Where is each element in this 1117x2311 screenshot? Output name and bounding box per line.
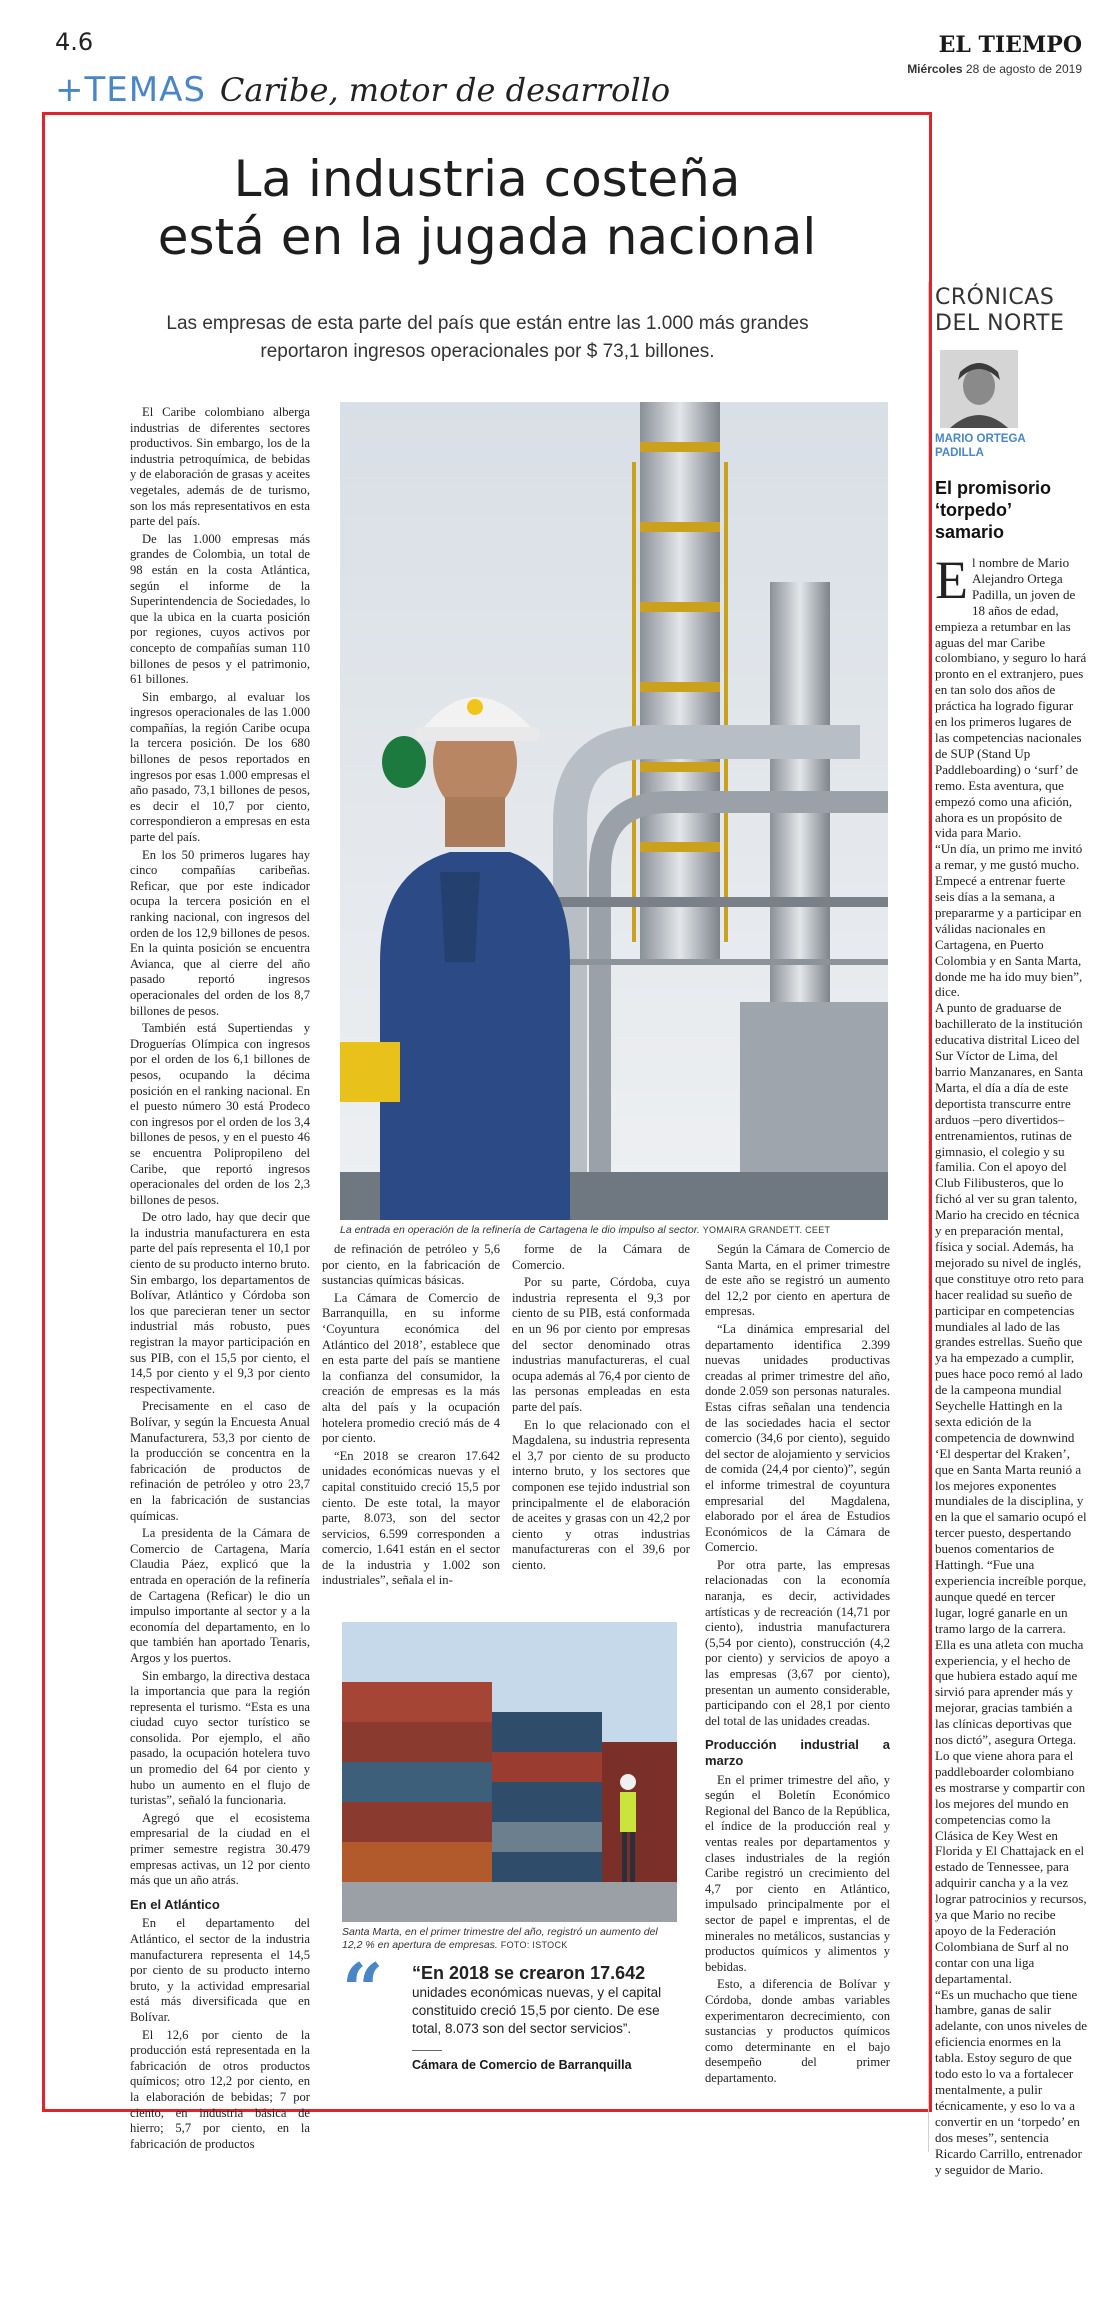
paragraph: Esto, a diferencia de Bolívar y Córdoba, donde ambas variables experimentaron decrecimiento, con sustancias y productos químicos como determinante en el bajo desempeño del primer departamento. <box>705 1977 890 2085</box>
pull-quote <box>342 1947 687 2082</box>
paragraph: La Cámara de Comercio de Barranquilla, en su informe ‘Coyuntura económica del Atlántico del 2018’, establece que en esta parte del país se mantiene la confianza del consumidor, la creación de empresas es la más alta del país y la ocupación hotelera promedio creció más de 4 por ciento. <box>322 1290 500 1446</box>
refinery-illustration <box>340 402 888 1220</box>
refinery-photo <box>340 402 888 1220</box>
photo1-caption <box>340 1224 888 1236</box>
paragraph: Precisamente en el caso de Bolívar, y según la Encuesta Anual Manufacturera, 53,3 por ciento de la producción se concentra en la fabricación de productos de refinación de petróleo y otro 23,7 en la fabricación de sustancias químicas. <box>130 1399 310 1523</box>
paragraph: Agregó que el ecosistema empresarial de la ciudad en el primer semestre registra 30.479 empresas activas, un 12 por ciento más que un año atrás. <box>130 1810 310 1888</box>
author-name <box>935 432 1026 460</box>
article-headline: La industria costeña está en la jugada nacional <box>157 150 817 266</box>
paragraph: “La dinámica empresarial del departamento identifica 2.399 nuevas unidades productivas creadas al primer trimestre del año, donde 2.059 son personas naturales. Estas cifras señalan una tendencia de las sociedades hacia el sector comercio (34,6 por ciento), seguido del sector de alojamiento y servicios de comida (24,4 por ciento)”, según el informe trimestral de coyuntura empresarial del Magdalena, elaborado por el área de Estudios Económicos de la Cámara de Comercio. <box>705 1321 890 1555</box>
sidebar-paragraph: “Es un muchacho que tiene hambre, ganas de salir adelante, con unos niveles de eficiencia enormes en la tabla. Estoy seguro de que todo esto lo va a fortalecer mentalmente, a pulir técnicamente, y eso lo va a convertir en un ‘torpedo’ en dos meses”, sentencia Ricardo Carrillo, entrenador y seguidor de Mario. <box>935 1986 1087 2177</box>
paragraph: de refinación de petróleo y 5,6 por ciento, en la fabricación de sustancias químicas básicas. <box>322 1242 500 1288</box>
article-lead: Las empresas de esta parte del país que están entre las 1.000 más grandes reportaron ingresos operacionales por $ 73,1 billones. <box>166 313 809 362</box>
sidebar-paragraph: A punto de graduarse de bachillerato de la institución educativa distrital Liceo del Sur Víctor de Lima, del barrio Manzanares, en Santa Marta, el día a día de este deportista transcurre entre arduos –pero divertidos– entrenamientos, rutinas de gimnasio, el colegio y su familia. Con el apoyo del Club Filibusteros, que lo fichó al ver su gran talento, Mario ha crecido en técnica y en preparación mental, física y social. Además, ha mejorado su nivel de inglés, que constituye otro reto para hacer realidad su sueño de participar en competencias mundiales al lado de las grandes estrellas. Sueño que ya ha empezado a cumplir, pues hace poco remó al lado de la campeona mundial Seychelle Hattingh en la sexta edición de la competencia de downwind ‘El despertar del Kraken’, que en Santa Marta reunió a los mejores exponentes mundiales de la disciplina, y en la que el samario ocupó el tercer puesto, despertando buenos comentarios de Hattingh. “Fue una experiencia increíble porque, aunque quedé en tercer lugar, logré ganarle en un tramo largo de la carrera. Ella es una atleta con mucha experiencia, y el hecho de que hubiera estado aquí me sirvió para aprender más y mejorar, gracias también a las clínicas deportivas que nos dictó”, asegura Ortega. Lo que viene ahora para el paddleboarder colombiano es mostrarse y compartir con los mejores del mundo en competencias como la Clásica de Key West en Florida y El Chattajack en el estado de Tennessee, para adquirir cancha y a la vez lograr patrocinios y recursos, ya que Mario no recibe apoyo de la Federación Colombiana de Surf al no contar con una liga departamental. <box>935 1000 1087 1986</box>
paragraph: “En 2018 se crearon 17.642 unidades económicas nuevas y el capital constituido creció 15,5 por ciento. De este total, la mayor parte, 8.073, son del sector servicios, 6.599 corresponden a comercio, 1.641 están en el sector de la industria y 1.002 son industriales”, señala el in- <box>322 1448 500 1588</box>
quote-divider <box>412 2050 442 2051</box>
photo1-caption-text: La entrada en operación de la refinería de Cartagena le dio impulso al sector. <box>340 1224 700 1236</box>
section-tag: +TEMAS <box>55 70 206 110</box>
photo2-credit: FOTO: ISTOCK <box>500 1940 568 1950</box>
sidebar-body <box>935 550 1087 2177</box>
paragraph: forme de la Cámara de Comercio. <box>512 1242 690 1272</box>
author-first: MARIO ORTEGA <box>935 433 1026 445</box>
sidebar-paragraph: “Un día, un primo me invitó a remar, y me gustó mucho. Empecé a entrenar fuerte seis días a la semana, a prepararme y a participar en válidas nacionales en Cartagena, en Puerto Colombia y en Santa Marta, donde me ha ido muy bien”, dice. <box>935 841 1083 1000</box>
page-number: 4.6 <box>55 28 94 56</box>
paragraph: También está Supertiendas y Droguerías Olímpica con ingresos por el orden de los 6,1 billones de pesos, ocupando la décima posición en el ranking nacional. En el puesto número 30 está Prodeco con ingresos por el orden de los 3,4 billones de pesos, y en el puesto 46 se encuentra Polipropileno del Caribe, que reportó ingresos operacionales del orden de los 2,3 billones de pesos. <box>130 1021 310 1207</box>
photo2-caption <box>342 1926 677 1952</box>
paragraph: Por su parte, Córdoba, cuya industria representa el 9,3 por ciento de su PIB, está conformada en un 96 por ciento por empresas del sector denominado otras industrias manufactureras, el cual ocupa además al 76,4 por ciento de las personas empleadas en esta parte del país. <box>512 1275 690 1414</box>
drop-cap: E <box>935 550 968 610</box>
paragraph: En lo que relacionado con el Magdalena, su industria representa el 3,7 por ciento de su producto interno bruto, y los sectores que componen ese tejido industrial son principalmente el de elaboración de aceites y grasas con un 42,2 por ciento y otras industrias manufactureras con el 39,6 por ciento. <box>512 1417 690 1572</box>
article-column-2 <box>322 1242 500 1588</box>
quote-rest: unidades económicas nuevas, y el capital constituido creció 15,5 por ciento. De ese total, 8.073 son del sector servicios”. <box>412 1985 662 2036</box>
photo1-credit: YOMAIRA GRANDETT. CEET <box>702 1225 831 1235</box>
paragraph: Por otra parte, las empresas relacionadas con la economía naranja, es decir, actividades artísticas y de recreación (14,71 por ciento), industria manufacturera (5,54 por ciento), construcción (4,2 por ciento) y servicios de apoyo a las empresas (3,67 por ciento), presentan un aumento considerable, participando con el 28,1 por ciento del total de las unidades creadas. <box>705 1557 890 1728</box>
sidebar-divider <box>928 282 929 2152</box>
sidebar-headline: El promisorio ‘torpedo’ samario <box>935 478 1052 542</box>
containers-photo <box>342 1622 677 1922</box>
section-title: Caribe, motor de desarrollo <box>219 71 671 109</box>
paragraph: En el departamento del Atlántico, el sector de la industria manufacturera representa el 14,5 por ciento de su producto interno bruto, y la actividad empresarial está más diversificada que en Bolívar. <box>130 1916 310 2024</box>
article-column-4 <box>705 1242 890 2102</box>
photo2-caption-text: Santa Marta, en el primer trimestre del año, registró un aumento del 12,2 % en apertura de empresas. <box>342 1926 658 1951</box>
paragraph: Según la Cámara de Comercio de Santa Marta, en el primer trimestre de este año se registró un aumento del 12,2 por ciento en apertura de empresas. <box>705 1242 890 1319</box>
author-avatar <box>940 350 1018 428</box>
date-rest: 28 de agosto de 2019 <box>965 62 1082 76</box>
quote-strong: “En 2018 se crearon 17.642 <box>412 1963 646 1983</box>
date-day: Miércoles <box>907 62 963 76</box>
paragraph: En el primer trimestre del año, y según el Boletín Económico Regional del Banco de la República, el índice de la producción real y ventas reales por departamentos y clases industriales de la región Caribe registró un crecimiento del 4,7 por ciento en Atlántico, impulsado principalmente por el sector de papel e imprentas, el de minerales no metálicos, sustancias y productos químicos y alimentos y bebidas. <box>705 1772 890 1974</box>
paragraph: En los 50 primeros lugares hay cinco compañías caribeñas. Reficar, que por este indicador ocupa la tercera posición en el ranking nacional, con ingresos del orden de los 12,9 billones de pesos. En la quinta posición se encuentra Avianca, que al cierre del año pasado reportó ingresos operacionales del orden de los 8,7 billones de pesos. <box>130 847 310 1018</box>
sidebar-section-label: CRÓNICAS DEL NORTE <box>935 285 1065 336</box>
author-last: PADILLA <box>935 447 984 459</box>
paragraph: El Caribe colombiano alberga industrias de diferentes sectores productivos. Sin embargo, los de la industria petroquímica, de bebidas y de elaboración de grasas y aceites vegetales, además de de turismo, son los más representativos en esta parte del país. <box>130 405 310 529</box>
paragraph: De las 1.000 empresas más grandes de Colombia, un total de 98 están en la costa Atlántica, según el informe de la Superintendencia de Sociedades, lo que la ubica en la cuarta posición por regiones, cuyos activos por concepto de compañías suman 110 billones de pesos y el patrimonio, 61 billones. <box>130 531 310 687</box>
author-portrait <box>940 350 1018 428</box>
quote-text <box>412 1962 684 2038</box>
publication-date <box>907 62 1082 76</box>
containers-illustration <box>342 1622 677 1922</box>
section-header <box>55 70 670 110</box>
paragraph: El 12,6 por ciento de la producción está representada en la fabricación de otros productos químicos; otro 12,2 por ciento, en la elaboración de bebidas; 7 por ciento, en industria básica de hierro; 5,7 por ciento, en la fabricación de productos <box>130 2027 310 2151</box>
paragraph: De otro lado, hay que decir que la industria manufacturera en esta parte del país representa el 10,1 por ciento de su producto interno bruto. Sin embargo, los departamentos de Bolívar, Atlántico y Córdoba son los que parecieran tener un sector industrial más robusto, pues registran la mayor participación en sus PIB, con el 15,5 por ciento, el 14,5 por ciento y el 9,3 por ciento respectivamente. <box>130 1210 310 1396</box>
subheading-atlantico: En el Atlántico <box>130 1896 220 1912</box>
article-column-3 <box>512 1242 690 1572</box>
quote-source: Cámara de Comercio de Barranquilla <box>412 2058 632 2072</box>
publication-name: EL TIEMPO <box>938 32 1082 58</box>
paragraph: La presidenta de la Cámara de Comercio de Cartagena, María Claudia Páez, explicó que la entrada en operación de la refinería de Cartagena (Reficar) le dio un impulso importante al sector y a la economía del departamento, en lo que también han aportado Tenaris, Argos y los puertos. <box>130 1526 310 1665</box>
quote-mark-icon: “ <box>342 1947 384 2032</box>
sidebar-paragraph: l nombre de Mario Alejandro Ortega Padilla, un joven de 18 años de edad, empieza a retumbar en las aguas del mar Caribe colombiano, y seguro lo hará pronto en el extranjero, pues en tan solo dos años de práctica ha logrado figurar en los primeros lugares de las competencias nacionales de SUP (Stand Up Paddleboarding) o ‘surf’ de remo. Esta aventura, que empezó como una afición, ahora es un propósito de vida para Mario. <box>935 555 1087 841</box>
paragraph: Sin embargo, al evaluar los ingresos operacionales de las 1.000 compañías, la región Caribe ocupa la tercera posición. De los 680 billones de pesos reportados en ingresos por esas 1.000 empresas el año pasado, 73,1 billones de pesos, es decir el 10,7 por ciento, correspondieron a empresas en esta parte del país. <box>130 689 310 845</box>
article-column-1 <box>130 405 310 2151</box>
subheading-produccion: Producción industrial a marzo <box>705 1737 890 1768</box>
paragraph: Sin embargo, la directiva destaca la importancia que para la región representa el turismo. “Esta es una ciudad cuyo sector turístico se consolida. Por ejemplo, el año pasado, la ocupación hotelera tuvo un promedio del 64 por ciento y hubo un aumento en el flujo de turistas”, señaló la funcionaria. <box>130 1668 310 1808</box>
